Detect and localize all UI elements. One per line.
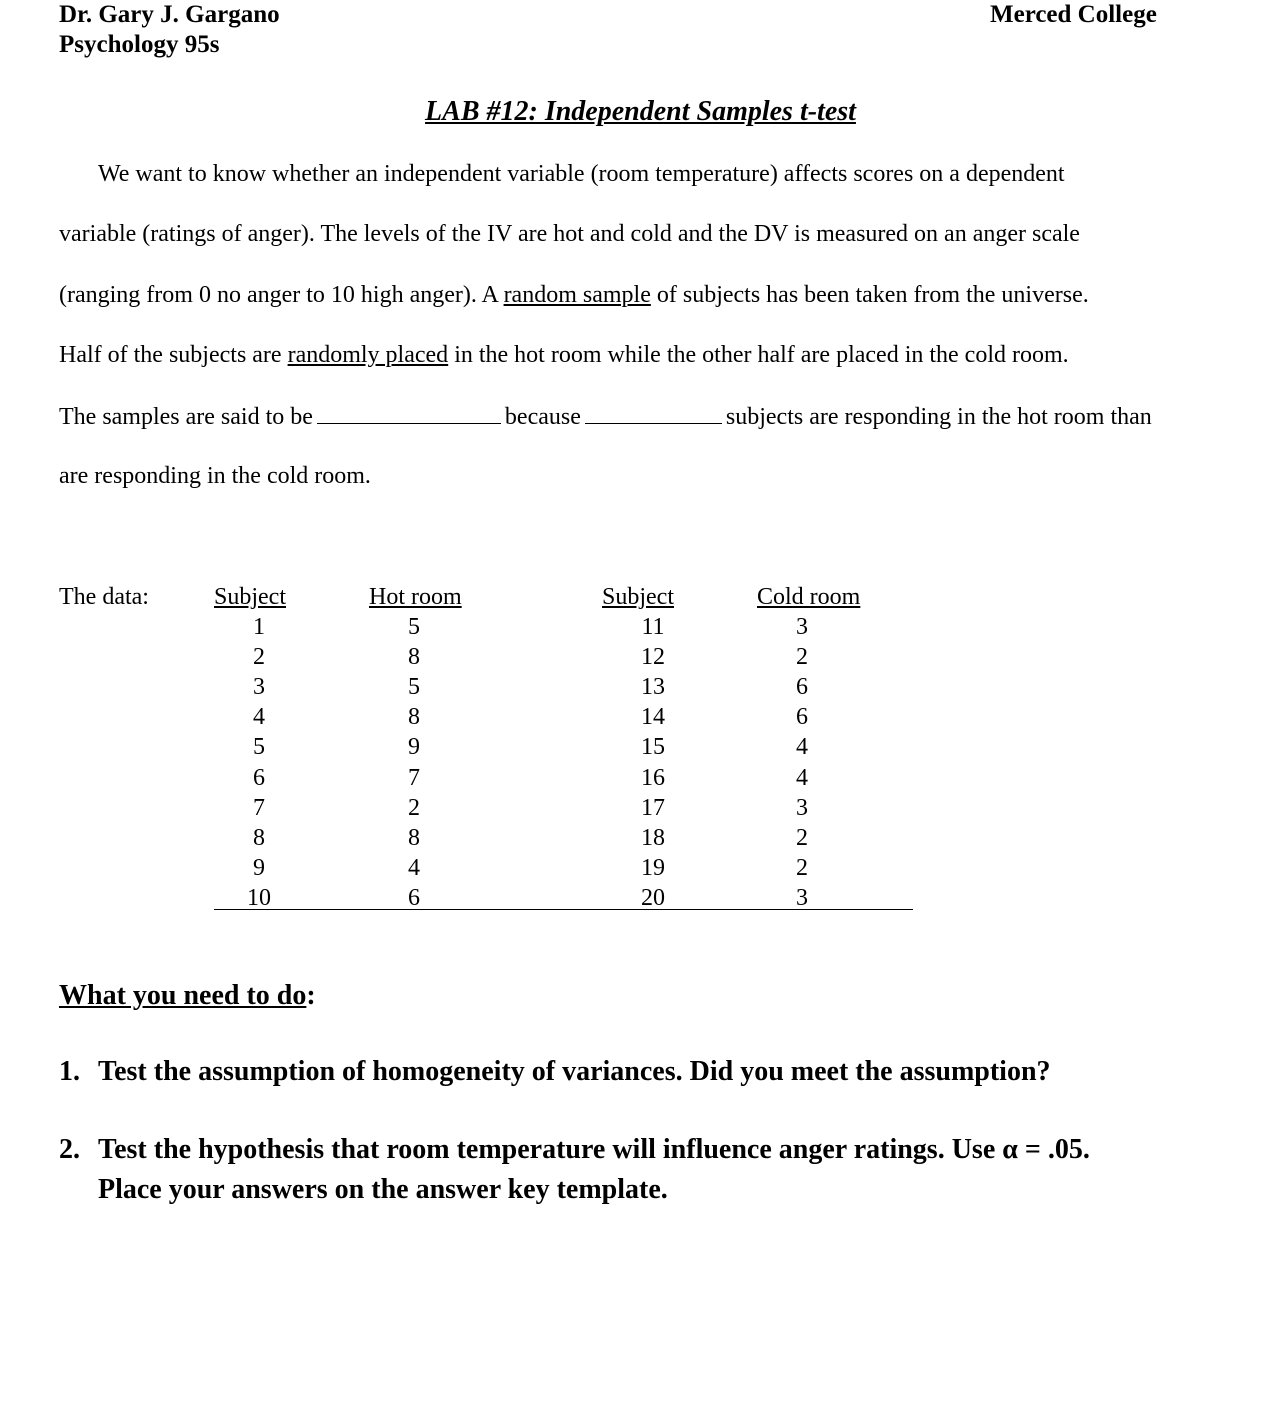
header-subject-cold: Subject xyxy=(602,584,674,610)
lab-title: LAB #12: Independent Samples t-test xyxy=(425,96,856,127)
random-sample-term: random sample xyxy=(503,282,651,308)
hot-score-cell: 5 xyxy=(408,614,420,640)
hot-score-cell: 5 xyxy=(408,674,420,701)
cold-score-cell: 2 xyxy=(796,644,808,671)
cold-subject-cell: 12 xyxy=(641,644,665,671)
cold-score-cell: 4 xyxy=(796,734,808,761)
intro-line-5: The samples are said to be because subjects are responding in the hot room than xyxy=(59,401,1152,432)
fill-in-blank-2[interactable] xyxy=(585,401,722,424)
task-1-text: Test the assumption of homogeneity of variances. Did you meet the assumption? xyxy=(98,1056,1051,1087)
course-name: Psychology 95s xyxy=(59,31,220,58)
cold-subject-cell: 18 xyxy=(641,824,665,851)
cold-score-cell: 2 xyxy=(796,854,808,881)
institution-name: Merced College xyxy=(990,1,1157,28)
hot-subject-cell: 1 xyxy=(253,614,265,640)
hot-score-cell: 7 xyxy=(408,764,420,791)
cold-score-cell: 2 xyxy=(796,824,808,851)
intro-line-6: are responding in the cold room. xyxy=(59,463,371,489)
hot-score-cell: 8 xyxy=(408,824,420,851)
intro-line-1: We want to know whether an independent variable (room temperature) affects scores on a dependent xyxy=(98,161,1065,187)
hot-subject-cell: 10 xyxy=(247,884,271,911)
tasks-heading: What you need to do: xyxy=(59,980,316,1011)
cold-score-cell: 3 xyxy=(796,614,808,640)
task-2-text-line-1: Test the hypothesis that room temperature will influence anger ratings. Use α = .05. xyxy=(98,1134,1090,1165)
cold-subject-cell: 19 xyxy=(641,854,665,881)
hot-score-cell: 8 xyxy=(408,644,420,671)
cold-subject-cell: 13 xyxy=(641,674,665,701)
hot-score-cell: 4 xyxy=(408,854,420,881)
cold-subject-cell: 16 xyxy=(641,764,665,791)
author-name: Dr. Gary J. Gargano xyxy=(59,1,280,28)
header-hot-room: Hot room xyxy=(369,584,462,610)
cold-score-cell: 3 xyxy=(796,884,808,911)
hot-subject-cell: 8 xyxy=(253,824,265,851)
cold-score-cell: 3 xyxy=(796,794,808,821)
cold-score-cell: 4 xyxy=(796,764,808,791)
cold-subject-cell: 17 xyxy=(641,794,665,821)
cold-score-cell: 6 xyxy=(796,704,808,731)
task-2-text-line-2: Place your answers on the answer key template. xyxy=(98,1174,668,1205)
intro-line-2: variable (ratings of anger). The levels of the IV are hot and cold and the DV is measured on an anger scale xyxy=(59,221,1080,247)
cold-score-cell: 6 xyxy=(796,674,808,701)
header-cold-room: Cold room xyxy=(757,584,861,610)
hot-subject-cell: 3 xyxy=(253,674,265,701)
cold-subject-cell: 14 xyxy=(641,704,665,731)
task-1-number: 1. xyxy=(59,1056,80,1087)
hot-subject-cell: 6 xyxy=(253,764,265,791)
header-subject-hot: Subject xyxy=(214,584,286,610)
hot-subject-cell: 7 xyxy=(253,794,265,821)
hot-score-cell: 6 xyxy=(408,884,420,911)
hot-subject-cell: 4 xyxy=(253,704,265,731)
hot-subject-cell: 2 xyxy=(253,644,265,671)
intro-line-3: (ranging from 0 no anger to 10 high anger). A random sample of subjects has been taken from the universe. xyxy=(59,282,1089,308)
task-2-number: 2. xyxy=(59,1134,80,1165)
randomly-placed-term: randomly placed xyxy=(287,342,449,368)
hot-subject-cell: 9 xyxy=(253,854,265,881)
table-bottom-rule xyxy=(214,909,913,910)
cold-subject-cell: 20 xyxy=(641,884,665,911)
intro-line-4: Half of the subjects are randomly placed in the hot room while the other half are placed in the cold room. xyxy=(59,342,1069,368)
data-label: The data: xyxy=(59,584,149,610)
hot-score-cell: 2 xyxy=(408,794,420,821)
hot-score-cell: 8 xyxy=(408,704,420,731)
hot-score-cell: 9 xyxy=(408,734,420,761)
cold-subject-cell: 11 xyxy=(641,614,665,640)
hot-subject-cell: 5 xyxy=(253,734,265,761)
cold-subject-cell: 15 xyxy=(641,734,665,761)
fill-in-blank-1[interactable] xyxy=(317,401,501,424)
